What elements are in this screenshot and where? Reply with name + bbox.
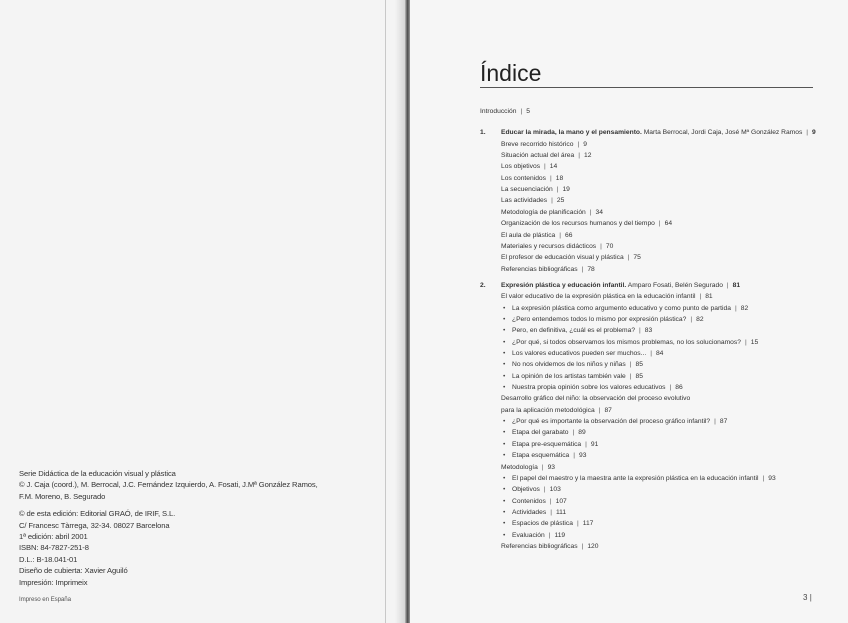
toc-entry — [501, 543, 599, 550]
bullet-icon: • — [503, 531, 506, 539]
toc-subentry — [503, 316, 704, 323]
credits-group — [19, 594, 318, 605]
chapter-authors: Marta Berrocal, Jordi Caja, José Mª González Ramos — [643, 129, 803, 137]
separator-bar: | — [627, 254, 630, 262]
left-page — [0, 0, 405, 623]
chapter-heading — [480, 129, 815, 139]
separator-bar: | — [581, 542, 584, 550]
toc-entry — [501, 209, 603, 216]
toc-entry-label: Etapa pre-esquemática — [512, 440, 582, 448]
toc-subentry — [503, 486, 561, 493]
toc-page-number: 85 — [635, 361, 643, 369]
toc-entry — [501, 232, 572, 239]
bullet-icon: • — [503, 384, 506, 392]
credit-line: D.L.: B-18.041-01 — [19, 554, 78, 564]
bullet-icon: • — [503, 429, 506, 437]
chapter-title-line — [501, 282, 740, 289]
toc-page-number: 119 — [554, 531, 566, 539]
toc-subentry — [503, 350, 663, 357]
toc-page-number: 78 — [587, 265, 595, 273]
bullet-icon: • — [503, 520, 506, 528]
toc-entry — [501, 293, 713, 300]
toc-entry-label: Introducción — [480, 108, 517, 115]
separator-bar: | — [629, 372, 632, 380]
toc-entry-label: Metodología — [501, 463, 538, 471]
toc-page-number: 14 — [549, 163, 558, 171]
toc-page-number: 91 — [590, 440, 599, 448]
separator-bar: | — [762, 474, 765, 482]
toc-subentry — [503, 429, 586, 436]
chapter-title-line — [501, 129, 816, 136]
toc-entry-label: Organización de los recursos humanos y del tiempo — [501, 220, 655, 228]
chapter-number: 2. — [480, 281, 486, 289]
toc-page-number: 87 — [604, 406, 612, 414]
toc-entry-label: ¿Por qué es importante la observación del proceso gráfico infantil? — [512, 418, 711, 426]
page-edge — [385, 0, 386, 623]
toc-page-number: 111 — [555, 508, 567, 516]
toc-page-number: 9 — [583, 140, 587, 148]
separator-bar: | — [658, 220, 661, 228]
separator-bar: | — [559, 231, 562, 239]
toc-entry-label: Las actividades — [501, 197, 548, 205]
toc-subentry — [503, 418, 727, 425]
toc-page-number: 117 — [582, 520, 594, 528]
toc-page-number: 83 — [644, 327, 653, 335]
toc-subentry — [503, 509, 566, 516]
toc-subentry — [503, 475, 776, 482]
separator-bar: | — [556, 186, 559, 194]
separator-bar: | — [550, 508, 552, 516]
toc-entry — [501, 407, 612, 414]
toc-entry-label: No nos olvidemos de los niños y niñas — [512, 361, 626, 369]
toc-page-number: 93 — [768, 474, 776, 482]
toc-page-number: 93 — [547, 463, 556, 471]
toc-page-number: 81 — [705, 293, 713, 301]
credit-line: 1ª edición: abril 2001 — [19, 532, 88, 542]
toc-subentry — [503, 441, 598, 448]
credits-block — [19, 468, 318, 611]
toc-page-number: 89 — [578, 429, 586, 437]
separator-bar: | — [589, 208, 592, 216]
credit-line: Impresión: Imprimeix — [19, 577, 88, 587]
separator-bar: | — [541, 463, 544, 471]
separator-bar: | — [543, 486, 546, 494]
toc-entry-label: Etapa del garabato — [512, 429, 569, 437]
toc-page-number: 5 — [526, 108, 530, 115]
toc-entry-label: El papel del maestro y la maestra ante la expresión plástica en la educación infantil — [512, 474, 759, 482]
toc-entry-label: Materiales y recursos didácticos — [501, 242, 597, 250]
bullet-icon: • — [503, 315, 506, 323]
bullet-icon: • — [503, 350, 506, 357]
separator-bar: | — [520, 108, 523, 115]
toc-page-number: 93 — [579, 452, 587, 460]
toc-entry-label: Nuestra propia opinión sobre los valores educativos — [512, 384, 666, 392]
bullet-icon: • — [503, 304, 506, 312]
toc-entry-label: ¿Pero entendemos todos lo mismo por expresión plástica? — [512, 315, 687, 323]
toc-page-number: 15 — [750, 338, 759, 346]
separator-bar: | — [699, 293, 702, 301]
toc-subentry — [503, 498, 567, 505]
bullet-icon: • — [503, 474, 506, 482]
toc-entry — [501, 175, 563, 182]
separator-bar: | — [726, 281, 729, 289]
toc-entry-label: Evaluación — [512, 531, 545, 539]
chapter-page: 9 — [812, 129, 816, 137]
toc-entry — [501, 243, 613, 250]
toc-page-number: 87 — [719, 418, 728, 426]
separator-bar: | — [600, 242, 602, 250]
toc-page-number: 82 — [740, 304, 749, 312]
bullet-icon: • — [503, 327, 506, 335]
toc-page-number: 75 — [633, 254, 641, 262]
toc-page-number: 18 — [555, 174, 564, 182]
separator-bar: | — [598, 406, 601, 414]
separator-bar: | — [650, 350, 652, 357]
bullet-icon: • — [503, 338, 506, 346]
toc-subentry — [503, 452, 586, 459]
toc-entry-label: Referencias bibliográficas — [501, 542, 578, 550]
toc-entry — [501, 197, 564, 204]
toc-entry-label: ¿Por qué, si todos observamos los mismos problemas, no los solucionamos? — [512, 338, 741, 346]
toc-page-number: 107 — [555, 497, 567, 505]
credit-line: ISBN: 84-7827-251-8 — [19, 543, 89, 553]
toc-subentry — [503, 520, 593, 527]
separator-bar: | — [806, 129, 809, 137]
toc-entry — [501, 141, 587, 148]
toc-entry-label: La secuenciación — [501, 186, 553, 194]
toc-entry — [501, 220, 672, 227]
chapter-number: 1. — [480, 129, 486, 137]
separator-bar: | — [544, 163, 546, 171]
separator-bar: | — [572, 429, 575, 437]
toc-entry-label: Objetivos — [512, 486, 540, 494]
toc-entry-label: para la aplicación metodológica — [501, 406, 595, 414]
separator-bar: | — [548, 531, 551, 539]
credit-line: © de esta edición: Editorial GRAÓ, de IRIF, S.L. — [19, 509, 176, 519]
toc-entry-label: El valor educativo de la expresión plástica en la educación infantil — [501, 293, 696, 301]
toc-entry-label: El aula de plástica — [501, 231, 556, 239]
title-rule — [480, 87, 813, 88]
toc-entry-label: La opinión de los artistas también vale — [512, 372, 626, 380]
toc-entry — [501, 186, 570, 193]
toc-entry — [501, 254, 641, 261]
separator-bar: | — [573, 452, 576, 460]
chapter-heading — [480, 282, 815, 292]
folio-bar: | — [809, 593, 812, 602]
toc-subentry — [503, 327, 652, 334]
toc-entry — [501, 163, 557, 170]
toc-entry-label: Los valores educativos pueden ser muchos... — [512, 350, 647, 357]
credit-line: Serie Didáctica de la educación visual y plástica — [19, 469, 176, 478]
separator-bar: | — [549, 497, 552, 505]
toc-entry-label: Actividades — [512, 508, 547, 516]
credit-line: F.M. Moreno, B. Segurado — [19, 491, 106, 501]
toc-page-number: 12 — [584, 152, 592, 160]
chapter-page: 81 — [732, 281, 741, 289]
chapter-title: Expresión plástica y educación infantil. — [501, 281, 627, 289]
credit-line: Impreso en España — [19, 596, 71, 604]
bullet-icon: • — [503, 486, 506, 494]
toc-page-number: 25 — [556, 197, 565, 205]
credit-line: Diseño de cubierta: Xavier Aguiló — [19, 566, 128, 576]
toc-entry-label: El profesor de educación visual y plástica — [501, 254, 624, 262]
toc-entry-label: La expresión plástica como argumento educativo y como punto de partida — [512, 304, 731, 312]
toc-entry-label: Etapa esquemática — [512, 452, 570, 460]
separator-bar: | — [714, 418, 716, 426]
separator-bar: | — [629, 361, 632, 369]
toc-subentry — [503, 373, 643, 380]
chapter-title: Educar la mirada, la mano y el pensamiento. — [501, 129, 642, 137]
toc-subentry — [503, 384, 683, 391]
toc-subentry — [503, 532, 565, 539]
toc-page-number: 82 — [696, 315, 704, 323]
toc-entry-label: Metodología de planificación — [501, 208, 586, 216]
separator-bar: | — [585, 440, 587, 448]
separator-bar: | — [577, 140, 580, 148]
gutter-shadow — [395, 0, 405, 623]
toc-section-line: Desarrollo gráfico del niño: la observación del proceso evolutivo — [501, 395, 691, 403]
toc-page-number: 66 — [565, 231, 573, 239]
credit-line: © J. Caja (coord.), M. Berrocal, J.C. Fernández Izquierdo, A. Fosati, J.Mª González Ramos, — [19, 480, 318, 490]
bullet-icon: • — [503, 361, 506, 369]
toc-page-number: 84 — [655, 350, 664, 357]
separator-bar: | — [576, 520, 579, 528]
separator-bar: | — [669, 384, 672, 392]
credits-group — [19, 468, 318, 502]
page-number-value: 3 — [803, 593, 808, 602]
separator-bar: | — [690, 315, 693, 323]
credit-line: C/ Francesc Tàrrega, 32-34. 08027 Barcelona — [19, 520, 170, 530]
toc-entry — [501, 152, 591, 159]
separator-bar: | — [744, 338, 747, 346]
toc-entry-label: Los objetivos — [501, 163, 541, 171]
bullet-icon: • — [503, 452, 506, 460]
toc-page-number: 120 — [587, 542, 599, 550]
separator-bar: | — [639, 327, 641, 335]
toc-entry-label: Contenidos — [512, 497, 546, 505]
page-number — [803, 593, 812, 602]
credits-group — [19, 508, 318, 588]
toc-entry-label: Situación actual del área — [501, 152, 575, 160]
bullet-icon: • — [503, 372, 506, 380]
toc-entry — [480, 108, 530, 115]
toc-entry-label: Espacios de plástica — [512, 520, 573, 528]
toc-page-number: 86 — [675, 384, 683, 392]
separator-bar: | — [578, 152, 580, 160]
toc-page-number: 85 — [635, 372, 643, 380]
page-title: Índice — [480, 60, 542, 86]
toc-entry — [501, 266, 595, 273]
toc-subentry — [503, 339, 758, 346]
toc-entry-label: Breve recorrido histórico — [501, 140, 574, 148]
toc-page-number: 34 — [595, 208, 603, 216]
separator-bar: | — [734, 304, 737, 312]
toc-subentry — [503, 361, 643, 368]
separator-bar: | — [581, 265, 584, 273]
bullet-icon: • — [503, 508, 506, 516]
bullet-icon: • — [503, 440, 506, 448]
bullet-icon: • — [503, 418, 506, 426]
separator-bar: | — [551, 197, 553, 205]
toc-page-number: 64 — [664, 220, 673, 228]
separator-bar: | — [550, 174, 552, 182]
toc-entry-label: Referencias bibliográficas — [501, 265, 578, 273]
toc-entry-label: Pero, en definitiva, ¿cuál es el problema? — [512, 327, 636, 335]
bullet-icon: • — [503, 497, 506, 505]
toc-page-number: 70 — [605, 242, 614, 250]
toc-subentry — [503, 305, 748, 312]
toc-page-number: 103 — [549, 486, 561, 494]
toc-entry-label: Los contenidos — [501, 174, 546, 182]
chapter-authors: Amparo Fosati, Belén Segurado — [627, 281, 723, 289]
toc-page-number: 19 — [562, 186, 570, 194]
toc-entry — [501, 464, 555, 471]
